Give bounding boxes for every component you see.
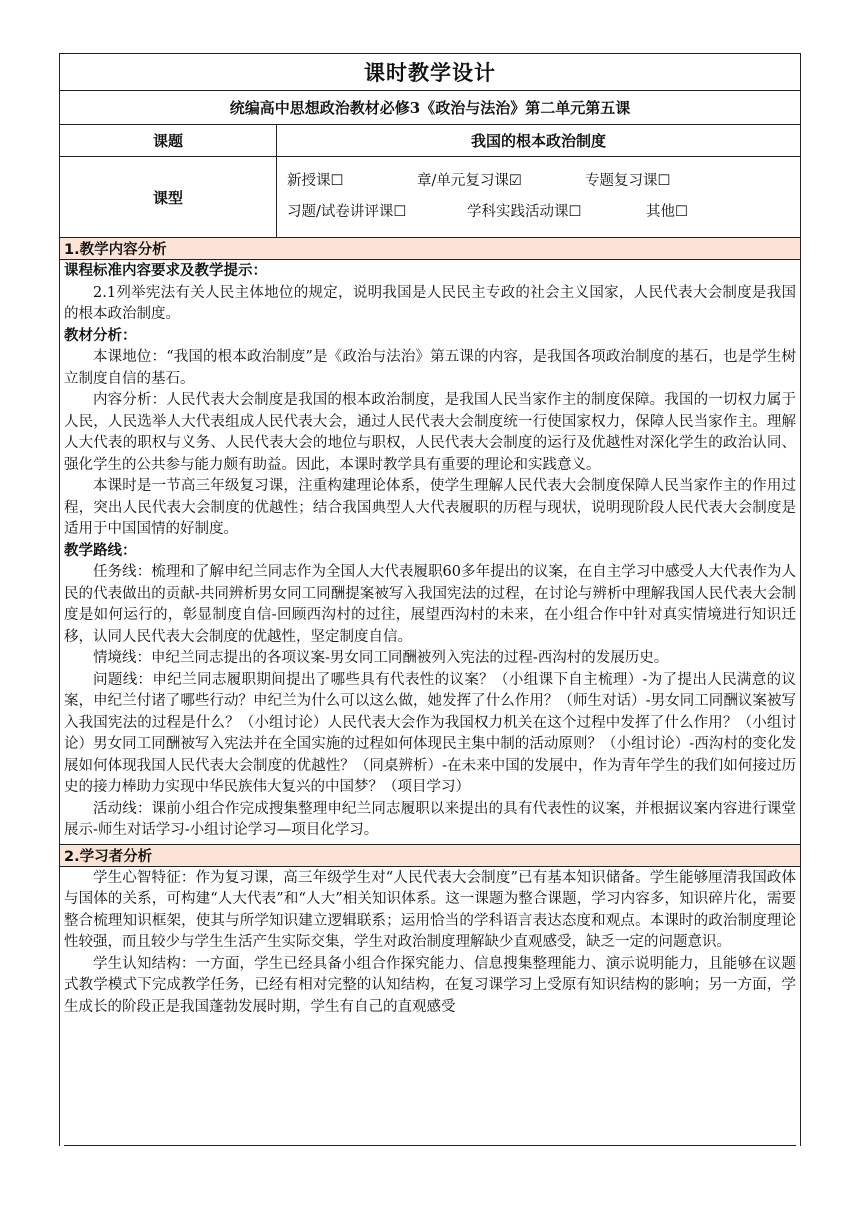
lesson-type-options <box>277 157 801 238</box>
learner-para: 学生认知结构：一方面，学生已经具备小组合作探究能力、信息搜集整理能力、演示说明能力，且能够在议题式教学模式下完成教学任务，已经有相对完整的认知结构，在复习课学习上受原有知识结构的影响；另一方面，学生成长的阶段正是我国蓬勃发展时期，学生有自己的直观感受 <box>64 955 796 1015</box>
option-unit-review[interactable]: 章/单元复习课☑ <box>417 173 522 189</box>
option-practice-activity[interactable]: 学科实践活动课☐ <box>467 204 582 220</box>
route-para: 问题线：申纪兰同志履职期间提出了哪些具有代表性的议案？（小组课下自主梳理）-为了提出人民满意的议案，申纪兰付诸了哪些行动？申纪兰为什么可以这么做，她发挥了什么作用？（师生对话）-男女同工同酬议案被写入我国宪法的过程是什么？（小组讨论）人民代表大会作为我国权力机关在这个过程中发挥了什么作用？（小组讨论）男女同工同酬被写入宪法并在全国实施的过程如何体现民主集中制的活动原则？（小组讨论）-西沟村的变化发展如何体现我国人民代表大会制度的优越性？（同桌辨析）-在未来中国的发展中，作为青年学生的我们如何接过历史的接力棒助力实现中华民族伟大复兴的中国梦？（项目学习） <box>64 671 796 795</box>
section-2-title: 2.学习者分析 <box>60 844 801 866</box>
route-para: 任务线：梳理和了解申纪兰同志作为全国人大代表履职60多年提出的议案，在自主学习中感受人大代表作为人民的代表做出的贡献-共同辨析男女同工同酬提案被写入我国宪法的过程，在讨论与辨析中理解我国人民代表大会制度是如何运行的，彰显制度自信-回顾西沟村的过往，展望西沟村的未来，在小组合作中针对真实情境进行知识迁移，认同人民代表大会制度的优越性，坚定制度自信。 <box>64 564 796 645</box>
textbook-para: 内容分析：人民代表大会制度是我国的根本政治制度，是我国人民当家作主的制度保障。我国的一切权力属于人民，人民选举人大代表组成人民代表大会，通过人民代表大会制度统一行使国家权力，保障人民当家作主。理解人大代表的职权与义务、人民代表大会的地位与职权，人民代表大会制度的运行及优越性对深化学生的政治认同、强化学生的公共参与能力颇有助益。因此，本课时教学具有重要的理论和实践意义。 <box>64 392 796 473</box>
option-exercise-review[interactable]: 习题/试卷讲评课☐ <box>287 204 407 220</box>
lesson-type-label: 课型 <box>60 157 277 238</box>
lesson-design-table <box>59 53 801 1146</box>
option-other[interactable]: 其他☐ <box>646 204 688 220</box>
section-2-content <box>64 868 796 1146</box>
textbook-title: 教材分析： <box>64 327 137 344</box>
route-para: 活动线：课前小组合作完成搜集整理申纪兰同志履职以来提出的具有代表性的议案，并根据议案内容进行课堂展示-师生对话学习-小组讨论学习—项目化学习。 <box>64 800 796 838</box>
textbook-para: 本课地位：“我国的根本政治制度”是《政治与法治》第五课的内容，是我国各项政治制度的基石，也是学生树立制度自信的基石。 <box>64 349 796 387</box>
course-subtitle: 统编高中思想政治教材必修3《政治与法治》第二单元第五课 <box>60 91 801 125</box>
page-title: 课时教学设计 <box>60 54 801 91</box>
option-new-lesson[interactable]: 新授课☐ <box>287 173 344 189</box>
section-1-body <box>60 260 801 845</box>
section-2-body <box>60 866 801 1146</box>
textbook-para: 本课时是一节高三年级复习课，注重构建理论体系，使学生理解人民代表大会制度保障人民当家作主的作用过程，突出人民代表大会制度的优越性；结合我国典型人大代表履职的历程与现状，说明现阶段人民代表大会制度是适用于中国国情的好制度。 <box>64 478 796 537</box>
standard-text: 2.1列举宪法有关人民主体地位的规定，说明我国是人民民主专政的社会主义国家，人民代表大会制度是我国的根本政治制度。 <box>64 284 796 322</box>
standard-title: 课程标准内容要求及教学提示： <box>64 263 267 279</box>
lesson-type-line-1 <box>287 166 790 197</box>
topic-value: 我国的根本政治制度 <box>277 125 801 157</box>
route-para: 情境线：申纪兰同志提出的各项议案-男女同工同酬被列入宪法的过程-西沟村的发展历史。 <box>93 650 669 666</box>
lesson-design-sheet <box>59 53 800 1146</box>
route-title: 教学路线： <box>64 542 137 559</box>
lesson-type-line-2 <box>287 197 790 228</box>
section-1-title: 1.教学内容分析 <box>60 238 801 260</box>
option-topic-review[interactable]: 专题复习课☐ <box>585 173 671 189</box>
learner-para: 学生心智特征：作为复习课，高三年级学生对“人民代表大会制度”已有基本知识储备。学生能够厘清我国政体与国体的关系，可构建“人大代表”和“人大”相关知识体系。这一课题为整合课题，学习内容多，知识碎片化，需要整合梳理知识框架，使其与所学知识建立逻辑联系；运用恰当的学科语言表达态度和观点。本课时的政治制度理论性较强，而且较少与学生生活产生实际交集，学生对政治制度理解缺少直观感受，缺乏一定的问题意识。 <box>64 869 796 950</box>
topic-label: 课题 <box>60 125 277 157</box>
